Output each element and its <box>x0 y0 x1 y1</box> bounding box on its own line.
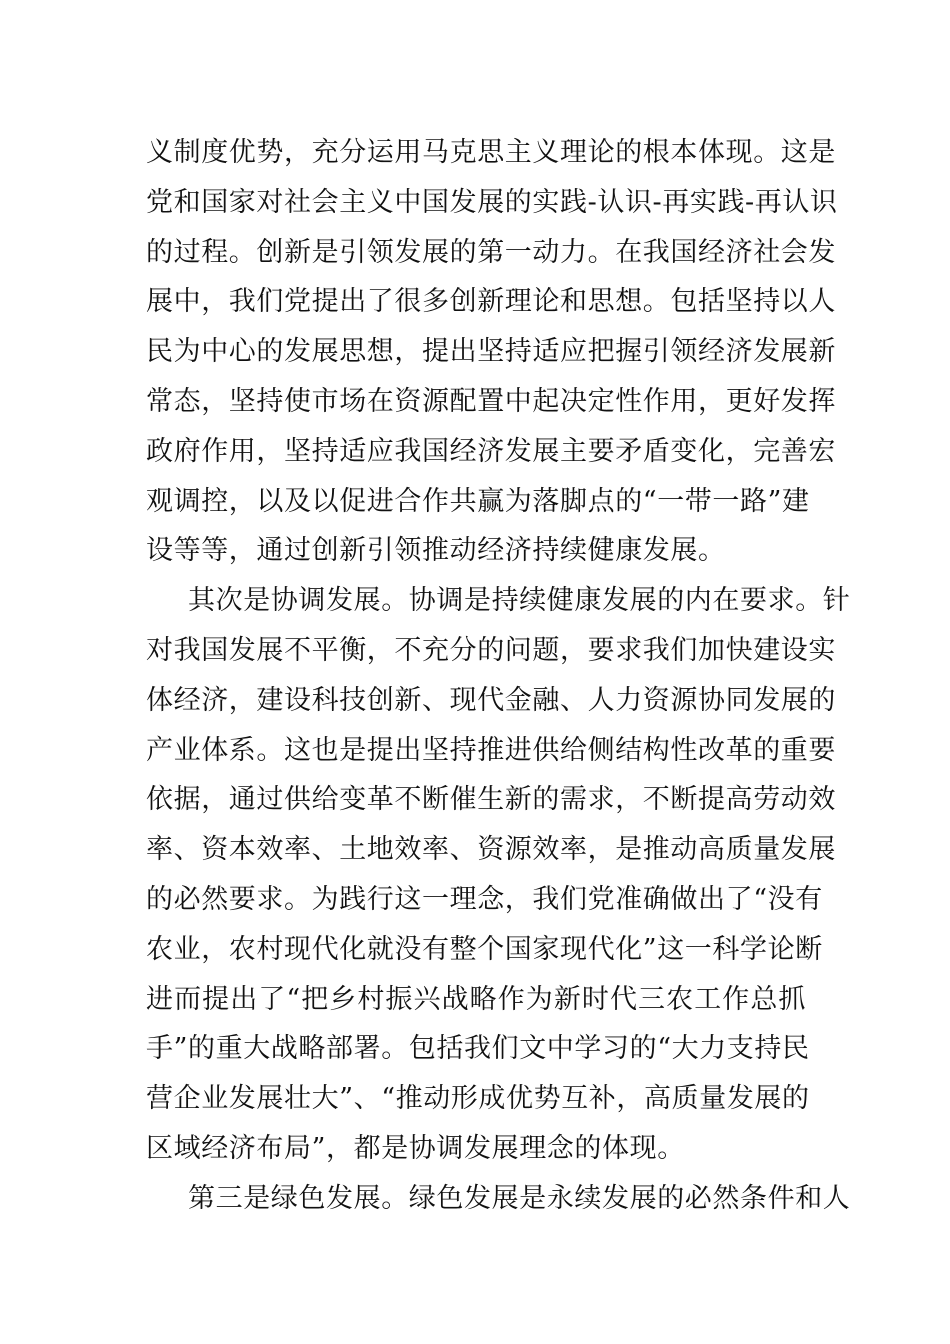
paragraph-green <box>146 1174 851 1224</box>
text-line: 手”的重大战略部署。包括我们文中学习的“大力支持民 <box>146 1033 810 1065</box>
text-line: 依据，通过供给变革不断催生新的需求，不断提高劳动效 <box>146 784 836 816</box>
text-line: 体经济，建设科技创新、现代金融、人力资源协同发展的 <box>146 684 836 716</box>
text-line: 民为中心的发展思想，提出坚持适应把握引领经济发展新 <box>146 336 836 368</box>
text-line: 党和国家对社会主义中国发展的实践-认识-再实践-再认识 <box>146 186 838 218</box>
text-line: 农业，农村现代化就没有整个国家现代化”这一科学论断 <box>146 933 823 965</box>
text-line: 产业体系。这也是提出坚持推进供给侧结构性改革的重要 <box>146 734 836 766</box>
text-line: 政府作用，坚持适应我国经济发展主要矛盾变化，完善宏 <box>146 435 836 467</box>
text-line: 区域经济布局”，都是协调发展理念的体现。 <box>146 1132 685 1164</box>
text-line: 第三是绿色发展。绿色发展是永续发展的必然条件和人 <box>188 1182 851 1214</box>
text-line: 对我国发展不平衡，不充分的问题，要求我们加快建设实 <box>146 634 836 666</box>
text-line: 的必然要求。为践行这一理念，我们党准确做出了“没有 <box>146 883 823 915</box>
text-line: 营企业发展壮大”、“推动形成优势互补，高质量发展的 <box>146 1083 810 1115</box>
text-line: 义制度优势，充分运用马克思主义理论的根本体现。这是 <box>146 137 836 168</box>
text-line: 常态，坚持使市场在资源配置中起决定性作用，更好发挥 <box>146 385 836 417</box>
text-line: 率、资本效率、土地效率、资源效率，是推动高质量发展 <box>146 834 836 866</box>
text-line: 设等等，通过创新引领推动经济持续健康发展。 <box>146 535 726 567</box>
paragraph-coordination <box>146 576 851 1174</box>
text-line: 其次是协调发展。协调是持续健康发展的内在要求。针 <box>188 585 851 617</box>
text-line: 的过程。创新是引领发展的第一动力。在我国经济社会发 <box>146 236 836 268</box>
text-line: 进而提出了“把乡村振兴战略作为新时代三农工作总抓 <box>146 983 806 1015</box>
text-line: 展中，我们党提出了很多创新理论和思想。包括坚持以人 <box>146 286 836 318</box>
paragraph-innovation <box>146 128 838 576</box>
document-body <box>146 128 851 1224</box>
text-line: 观调控，以及以促进合作共赢为落脚点的“一带一路”建 <box>146 485 810 517</box>
